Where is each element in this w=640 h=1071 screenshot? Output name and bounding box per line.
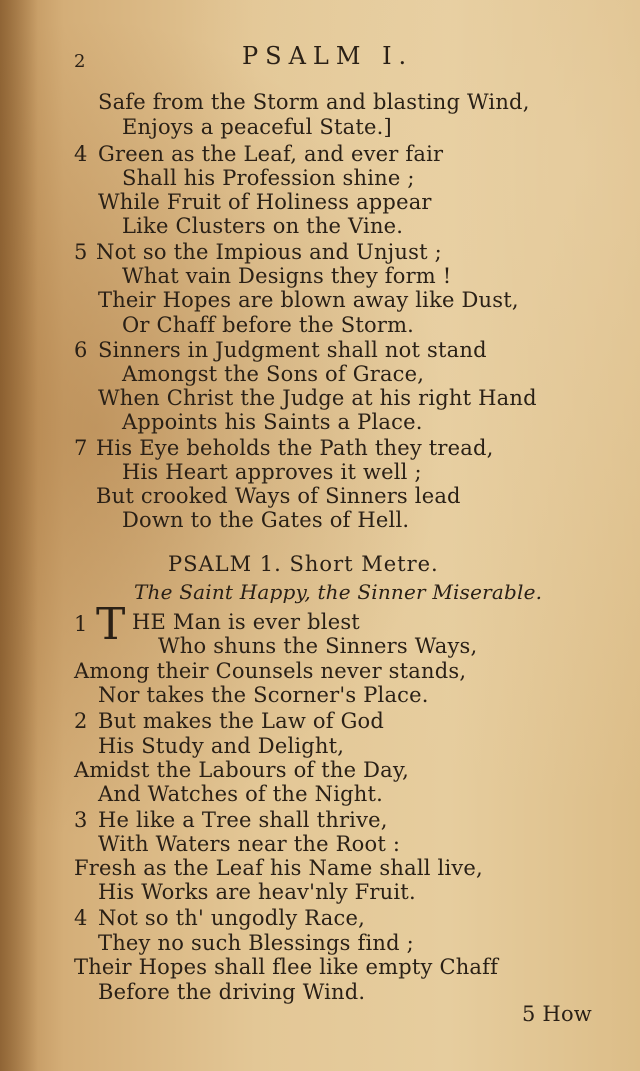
verse-line: His Study and Delight, <box>98 734 345 758</box>
verse-line: Amongst the Sons of Grace, <box>122 362 425 386</box>
verse-line: Amidst the Labours of the Day, <box>74 758 410 782</box>
verse-line: Appoints his Saints a Place. <box>122 410 423 434</box>
verse-line: Or Chaff before the Storm. <box>122 313 415 337</box>
verse-number: 5 <box>74 240 88 264</box>
verse-line: Their Hopes are blown away like Dust, <box>98 288 519 312</box>
verse-line: Not so the Impious and Unjust ; <box>96 240 442 264</box>
catchword: 5 How <box>522 1002 592 1026</box>
verse-number: 6 <box>74 338 88 362</box>
verse-line: Shall his Profession shine ; <box>122 166 415 190</box>
page-spine-shadow <box>0 0 38 1071</box>
verse-line: He like a Tree shall thrive, <box>98 808 388 832</box>
verse-number: 1 <box>74 612 88 636</box>
verse-line: But crooked Ways of Sinners lead <box>96 484 461 508</box>
verse-line: Green as the Leaf, and ever fair <box>98 142 444 166</box>
verse-line: Who shuns the Sinners Ways, <box>158 634 478 658</box>
verse-line: They no such Blessings find ; <box>98 931 414 955</box>
verse-line: HE Man is ever blest <box>132 610 360 634</box>
verse-line: Among their Counsels never stands, <box>74 659 467 683</box>
verse-line: Their Hopes shall flee like empty Chaff <box>74 955 499 979</box>
verse-line: Down to the Gates of Hell. <box>122 508 410 532</box>
verse-line: Safe from the Storm and blasting Wind, <box>98 90 530 114</box>
section-heading: PSALM 1. Short Metre. <box>168 552 439 576</box>
verse-line: His Heart approves it well ; <box>122 460 422 484</box>
verse-number: 4 <box>74 906 88 930</box>
verse-line: Before the driving Wind. <box>98 980 366 1004</box>
verse-line: Nor takes the Scorner's Place. <box>98 683 429 707</box>
verse-number: 2 <box>74 709 88 733</box>
verse-line: But makes the Law of God <box>98 709 385 733</box>
verse-line: Sinners in Judgment shall not stand <box>98 338 487 362</box>
drop-cap: T <box>96 599 126 650</box>
section-subtitle: The Saint Happy, the Sinner Miserable. <box>134 580 543 604</box>
verse-line: And Watches of the Night. <box>98 782 384 806</box>
verse-line: When Christ the Judge at his right Hand <box>98 386 537 410</box>
verse-line: Enjoys a peaceful State.] <box>122 115 392 139</box>
verse-line: His Works are heav'nly Fruit. <box>98 880 416 904</box>
verse-number: 3 <box>74 808 88 832</box>
running-head: PSALM I. <box>242 42 414 70</box>
verse-line: While Fruit of Holiness appear <box>98 190 432 214</box>
verse-number: 7 <box>74 436 88 460</box>
verse-line: What vain Designs they form ! <box>122 264 452 288</box>
page-number: 2 <box>74 51 86 72</box>
verse-line: Like Clusters on the Vine. <box>122 214 404 238</box>
verse-line: With Waters near the Root : <box>98 832 401 856</box>
verse-line: His Eye beholds the Path they tread, <box>96 436 494 460</box>
verse-line: Fresh as the Leaf his Name shall live, <box>74 856 483 880</box>
verse-number: 4 <box>74 142 88 166</box>
verse-line: Not so th' ungodly Race, <box>98 906 365 930</box>
